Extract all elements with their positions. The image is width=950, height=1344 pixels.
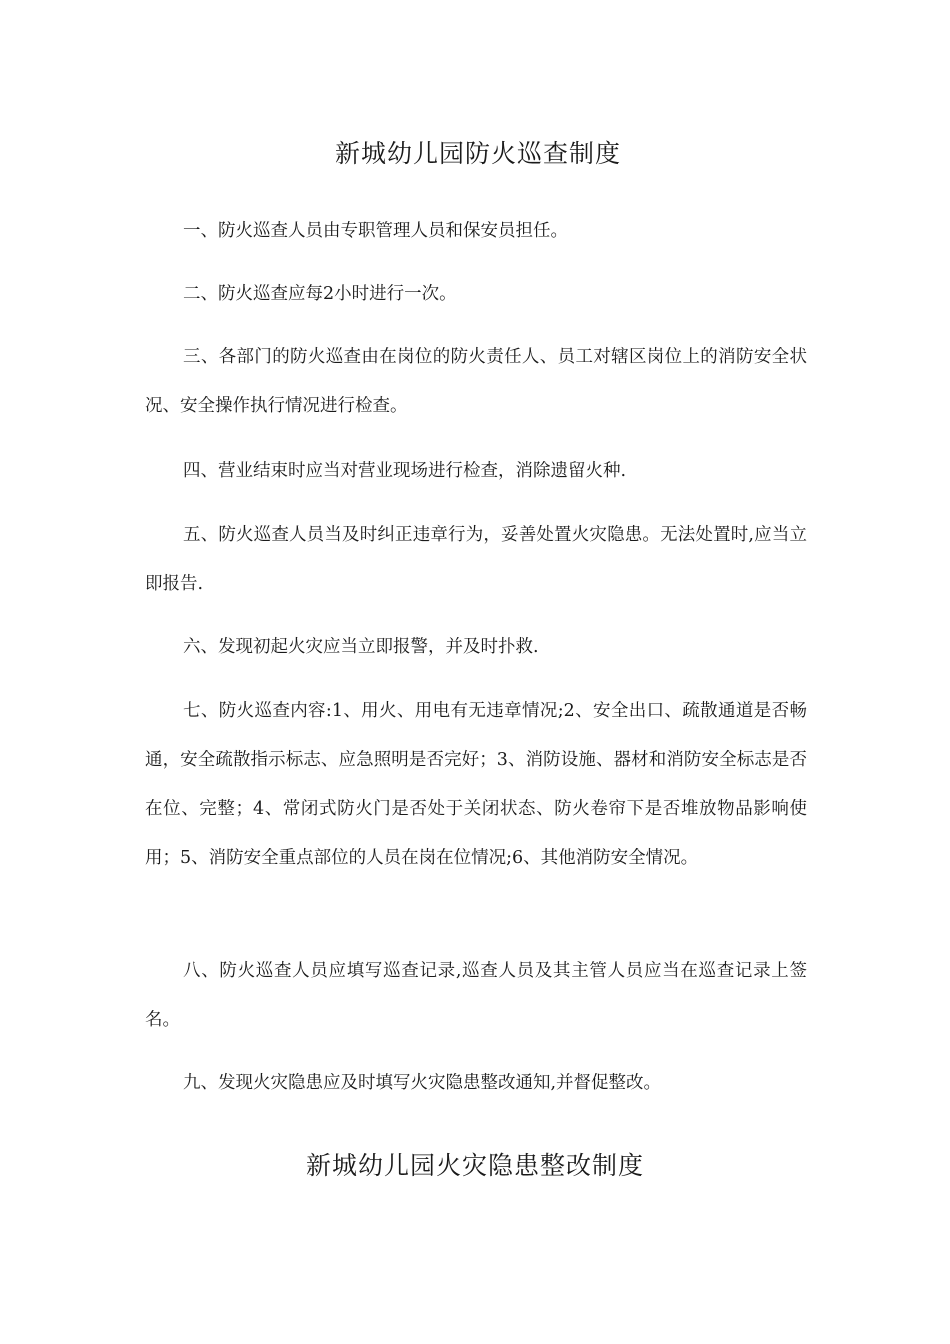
- paragraph-3: 三、各部门的防火巡查由在岗位的防火责任人、员工对辖区岗位上的消防安全状况、安全操作执行情况进行检查。: [145, 347, 807, 416]
- paragraph-2: 二、防火巡查应每2小时进行一次。: [183, 284, 457, 304]
- next-section-title: 新城幼儿园火灾隐患整改制度: [305, 1151, 644, 1180]
- paragraph-5: 五、防火巡查人员当及时纠正违章行为，妥善处置火灾隐患。无法处置时,应当立即报告.: [145, 525, 807, 594]
- paragraph-4: 四、营业结束时应当对营业现场进行检查，消除遗留火种.: [183, 461, 627, 481]
- paragraph-6: 六、发现初起火灾应当立即报警，并及时扑救.: [183, 637, 539, 657]
- paragraph-7: 七、防火巡查内容:1、用火、用电有无违章情况;2、安全出口、疏散通道是否畅通，安全疏散指示标志、应急照明是否完好；3、消防设施、器材和消防安全标志是否在位、完整；4、常闭式防火门是否处于关闭状态、防火卷帘下是否堆放物品影响使用；5、消防安全重点部位的人员在岗在位情况;6、其他消防安全情况。: [145, 701, 807, 868]
- document-title: 新城幼儿园防火巡查制度: [334, 139, 621, 168]
- paragraph-9: 九、发现火灾隐患应及时填写火灾隐患整改通知,并督促整改。: [183, 1073, 662, 1093]
- paragraph-8: 八、防火巡查人员应填写巡查记录,巡查人员及其主管人员应当在巡查记录上签名。: [145, 961, 807, 1030]
- paragraph-1: 一、防火巡查人员由专职管理人员和保安员担任。: [183, 221, 568, 241]
